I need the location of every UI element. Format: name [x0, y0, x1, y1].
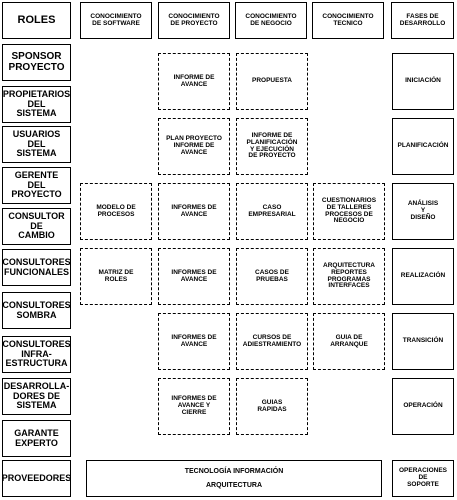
deliverable-guias-rapidas: GUIAS RAPIDAS: [236, 378, 308, 435]
deliverable-informe-de-planificacion: INFORME DE PLANIFICACIÓN Y EJECUCIÓN DE PROYECTO: [236, 118, 308, 175]
phase-iniciacion: INICIACIÓN: [392, 53, 454, 110]
role-garante-experto: GARANTE EXPERTO: [2, 420, 71, 457]
column-header-tecnico: CONOCIMIENTO TECNICO: [312, 2, 384, 39]
deliverable-informe-de-avance: INFORME DE AVANCE: [158, 53, 230, 110]
tecnologia-informacion-label: TECNOLOGÍA INFORMACIÓN: [184, 467, 284, 475]
deliverable-propuesta: PROPUESTA: [236, 53, 308, 110]
tecnologia-informacion-box: [86, 460, 382, 497]
deliverable-informes-de-avance: INFORMES DE AVANCE: [158, 313, 230, 370]
phase-planificacion: PLANIFICACIÓN: [392, 118, 454, 175]
phase-operacion: OPERACIÓN: [392, 378, 454, 435]
role-consultor-de-cambio: CONSULTOR DE CAMBIO: [2, 208, 71, 245]
role-consultores-infraestructura: CONSULTORES INFRA- ESTRUCTURA: [2, 336, 71, 373]
arquitectura-label: ARQUITECTURA: [206, 481, 262, 489]
deliverable-cuestionarios-de-talleres: CUESTIONARIOS DE TALLERES PROCESOS DE NEGOCIO: [313, 183, 385, 240]
role-proveedores: PROVEEDORES: [2, 460, 71, 497]
phase-realizacion: REALIZACIÓN: [392, 248, 454, 305]
deliverable-plan-proyecto: PLAN PROYECTO INFORME DE AVANCE: [158, 118, 230, 175]
role-desarrolladores-de-sistema: DESARROLLA- DORES DE SISTEMA: [2, 378, 71, 415]
deliverable-informes-de-avance: INFORMES DE AVANCE: [158, 183, 230, 240]
deliverable-caso-empresarial: CASO EMPRESARIAL: [236, 183, 308, 240]
role-gerente-del-proyecto: GERENTE DEL PROYECTO: [2, 167, 71, 204]
column-header-proyecto: CONOCIMIENTO DE PROYECTO: [158, 2, 230, 39]
column-header-software: CONOCIMIENTO DE SOFTWARE: [80, 2, 152, 39]
role-consultores-funcionales: CONSULTORES FUNCIONALES: [2, 249, 71, 286]
deliverable-arquitectura-reportes: ARQUITECTURA REPORTES PROGRAMAS INTERFACES: [313, 248, 385, 305]
role-usuarios-del-sistema: USUARIOS DEL SISTEMA: [2, 126, 71, 163]
phases-title: FASES DE DESARROLLO: [391, 2, 454, 39]
role-sponsor-proyecto: SPONSOR PROYECTO: [2, 44, 71, 81]
deliverable-cursos-de-adiestramiento: CURSOS DE ADIESTRAMIENTO: [236, 313, 308, 370]
role-propietarios-del-sistema: PROPIETARIOS DEL SISTEMA: [2, 86, 71, 123]
deliverable-guia-de-arranque: GUIA DE ARRANQUE: [313, 313, 385, 370]
phase-operaciones-de-soporte: OPERACIONES DE SOPORTE: [392, 460, 454, 497]
column-header-negocio: CONOCIMIENTO DE NEGOCIO: [235, 2, 307, 39]
roles-title: ROLES: [2, 2, 71, 39]
role-consultores-sombra: CONSULTORES SOMBRA: [2, 292, 71, 329]
deliverable-modelo-de-procesos: MODELO DE PROCESOS: [80, 183, 152, 240]
phase-transicion: TRANSICIÓN: [392, 313, 454, 370]
deliverable-casos-de-pruebas: CASOS DE PRUEBAS: [236, 248, 308, 305]
deliverable-informes-de-avance-y-cierre: INFORMES DE AVANCE Y CIERRE: [158, 378, 230, 435]
deliverable-matriz-de-roles: MATRIZ DE ROLES: [80, 248, 152, 305]
deliverable-informes-de-avance: INFORMES DE AVANCE: [158, 248, 230, 305]
phase-analisis-y-diseno: ANÁLISIS Y DISEÑO: [392, 183, 454, 240]
